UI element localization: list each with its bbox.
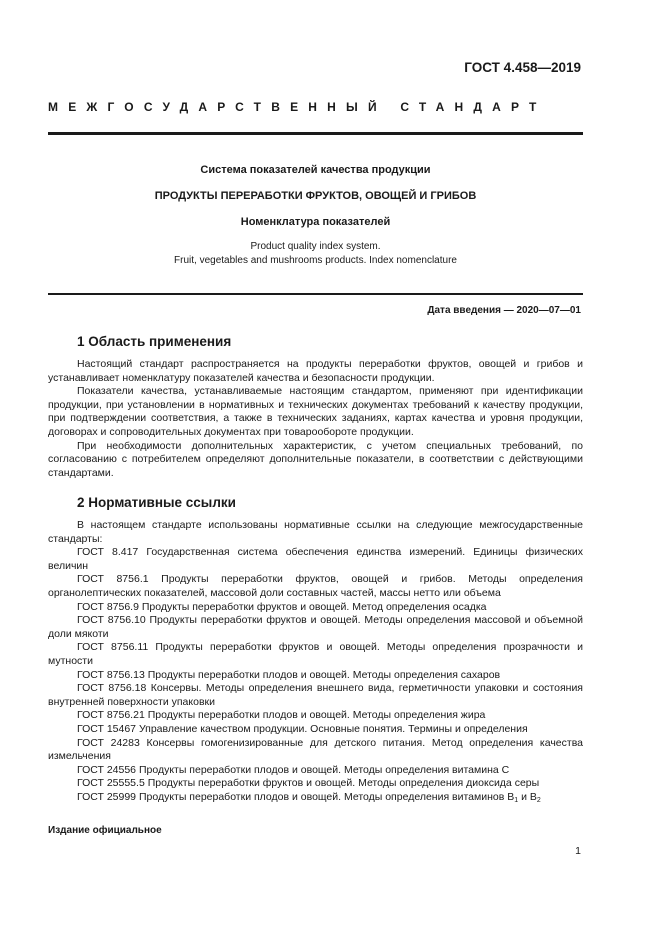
- reference-item: ГОСТ 25999 Продукты переработки плодов и овощей. Методы определения витаминов $В_1$ и $В_2$: [77, 790, 541, 804]
- section-1-body: [48, 358, 583, 480]
- reference-item: ГОСТ 15467 Управление качеством продукции. Основные понятия. Термины и определения: [77, 722, 528, 735]
- section-2-heading: 2 Нормативные ссылки: [77, 495, 236, 510]
- english-title-line2: Fruit, vegetables and mushrooms products. Index nomenclature: [174, 255, 457, 266]
- page-number: 1: [575, 845, 581, 857]
- paragraph: Настоящий стандарт распространяется на продукты переработки фруктов, овощей и грибов и устанавливает номенклатуру показателей качества и безопасности продукции.: [48, 358, 583, 384]
- reference-item: ГОСТ 24556 Продукты переработки плодов и овощей. Методы определения витамина С: [77, 763, 510, 776]
- introduction-date: Дата введения — 2020—07—01: [427, 305, 581, 316]
- english-title-line1: Product quality index system.: [250, 241, 381, 252]
- reference-item: ГОСТ 8756.1 Продукты переработки фруктов, овощей и грибов. Методы определения органолептических показателей, массовой доли составных частей, массы нетто или объема: [48, 573, 583, 599]
- paragraph: Показатели качества, устанавливаемые настоящим стандартом, применяют при идентификации продукции, при установлении в нормативных и технических документах требований к качеству продукции, при подтверждении соответствия, а также в технических заданиях, картах качества и уровня продукции, договорах и сопроводительных документах при товарообороте продукции.: [48, 385, 583, 438]
- interstate-standard-label: МЕЖГОСУДАРСТВЕННЫЙ СТАНДАРТ: [48, 100, 547, 114]
- paragraph: При необходимости дополнительных характеристик, с учетом специальных требований, по согласованию с потребителем определяют дополнительные показатели, в соответствии с действующими стандартами.: [48, 439, 583, 479]
- reference-item: ГОСТ 8756.10 Продукты переработки фруктов и овощей. Методы определения массовой и объемной доли мякоти: [48, 614, 583, 640]
- reference-item: ГОСТ 8756.9 Продукты переработки фруктов и овощей. Метод определения осадка: [77, 600, 487, 613]
- reference-item: ГОСТ 8756.21 Продукты переработки плодов и овощей. Методы определения жира: [77, 709, 486, 722]
- paragraph: В настоящем стандарте использованы нормативные ссылки на следующие межгосударственные стандарты:: [48, 519, 583, 545]
- reference-item: ГОСТ 8756.11 Продукты переработки фруктов и овощей. Методы определения прозрачности и мутности: [48, 641, 583, 667]
- section-1-heading: 1 Область применения: [77, 334, 232, 349]
- reference-item: ГОСТ 8.417 Государственная система обеспечения единства измерений. Единицы физических величин: [48, 546, 583, 572]
- section-2-body: [48, 519, 583, 804]
- reference-item: ГОСТ 8756.13 Продукты переработки плодов и овощей. Методы определения сахаров: [77, 668, 501, 681]
- official-edition-label: Издание официальное: [48, 825, 162, 836]
- reference-item: ГОСТ 24283 Консервы гомогенизированные для детского питания. Метод определения качества измельчения: [48, 736, 583, 763]
- reference-item: ГОСТ 25555.5 Продукты переработки фруктов и овощей. Методы определения диоксида серы: [77, 777, 540, 790]
- title-rule: [48, 293, 583, 295]
- nomenclature-title: Номенклатура показателей: [240, 216, 391, 228]
- product-title: ПРОДУКТЫ ПЕРЕРАБОТКИ ФРУКТОВ, ОВОЩЕЙ И ГРИБОВ: [154, 190, 477, 202]
- reference-item: ГОСТ 8756.18 Консервы. Методы определения внешнего вида, герметичности упаковки и состояния внутренней поверхности упаковки: [48, 682, 583, 708]
- series-title: Система показателей качества продукции: [200, 164, 431, 176]
- standard-code: ГОСТ 4.458—2019: [464, 60, 581, 75]
- header-rule: [48, 132, 583, 135]
